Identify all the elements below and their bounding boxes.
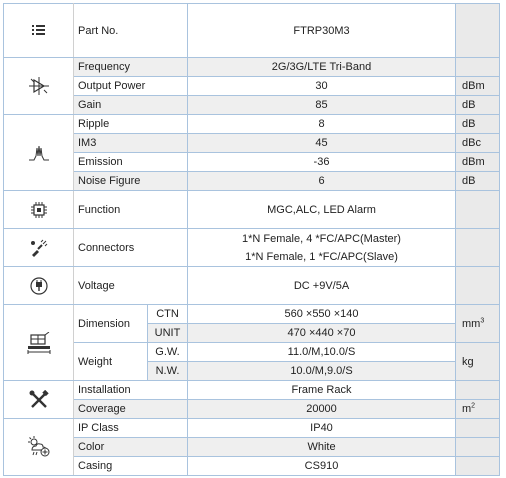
param-value: IP40 (188, 419, 456, 438)
param-value: DC +9V/5A (188, 267, 456, 305)
row-casing (4, 457, 500, 476)
param-label: Gain (74, 96, 188, 115)
row-noise-figure (4, 172, 500, 191)
param-label: IM3 (74, 134, 188, 153)
tools-icon (29, 390, 49, 410)
sub-label-gw: G.W. (148, 343, 188, 362)
param-value: 8 (188, 115, 456, 134)
param-label: IP Class (74, 419, 188, 438)
param-label: Emission (74, 153, 188, 172)
param-value: 11.0/M,10.0/S (188, 343, 456, 362)
sub-label-ctn: CTN (148, 305, 188, 324)
icon-cell (4, 229, 74, 267)
param-value: 2G/3G/LTE Tri-Band (188, 58, 456, 77)
param-unit (456, 419, 500, 438)
param-unit: kg (456, 343, 500, 381)
row-weight-gw (4, 343, 500, 362)
param-value: 85 (188, 96, 456, 115)
param-value (188, 229, 456, 267)
row-ip-class (4, 419, 500, 438)
param-unit: dBm (456, 77, 500, 96)
row-im3 (4, 134, 500, 153)
param-unit (456, 438, 500, 457)
param-unit: dBc (456, 134, 500, 153)
row-installation (4, 381, 500, 400)
param-value: 470 ×440 ×70 (188, 324, 456, 343)
param-value: 10.0/M,9.0/S (188, 362, 456, 381)
param-unit (456, 229, 500, 267)
power-plug-icon (30, 277, 48, 295)
icon-cell (4, 305, 74, 381)
param-label: Weight (74, 343, 148, 381)
param-label: Connectors (74, 229, 188, 267)
row-frequency (4, 58, 500, 77)
row-voltage (4, 267, 500, 305)
row-connectors (4, 229, 500, 267)
spec-table (3, 3, 500, 476)
param-label: Function (74, 191, 188, 229)
param-value: MGC,ALC, LED Alarm (188, 191, 456, 229)
row-color (4, 438, 500, 457)
param-value: FTRP30M3 (188, 4, 456, 58)
icon-cell (4, 191, 74, 229)
row-part-no (4, 4, 500, 58)
param-value: CS910 (188, 457, 456, 476)
sub-label-unit: UNIT (148, 324, 188, 343)
param-label: Dimension (74, 305, 148, 343)
row-emission (4, 153, 500, 172)
icon-cell (4, 419, 74, 476)
list-icon (32, 24, 46, 38)
param-unit: dB (456, 115, 500, 134)
row-gain (4, 96, 500, 115)
param-value: 30 (188, 77, 456, 96)
sub-label-nw: N.W. (148, 362, 188, 381)
icon-cell (4, 115, 74, 191)
amplifier-icon (28, 75, 50, 97)
weather-icon (27, 436, 51, 458)
param-label: Noise Figure (74, 172, 188, 191)
param-unit: dB (456, 172, 500, 191)
param-unit (456, 58, 500, 77)
icon-cell (4, 267, 74, 305)
param-value: -36 (188, 153, 456, 172)
param-value: 20000 (188, 400, 456, 419)
row-output-power (4, 77, 500, 96)
param-unit (456, 457, 500, 476)
param-value: 6 (188, 172, 456, 191)
param-unit (456, 191, 500, 229)
param-unit (456, 4, 500, 58)
param-unit (456, 381, 500, 400)
param-value: White (188, 438, 456, 457)
param-label: Frequency (74, 58, 188, 77)
param-unit: dBm (456, 153, 500, 172)
param-value: 45 (188, 134, 456, 153)
icon-cell (4, 4, 74, 58)
row-function (4, 191, 500, 229)
param-unit: dB (456, 96, 500, 115)
param-label: Color (74, 438, 188, 457)
row-ripple (4, 115, 500, 134)
icon-cell (4, 381, 74, 419)
chip-icon (31, 202, 47, 218)
connector-slave: 1*N Female, 1 *FC/APC(Slave) (245, 250, 398, 263)
icon-cell (4, 58, 74, 115)
connector-icon (29, 238, 49, 258)
connector-master: 1*N Female, 4 *FC/APC(Master) (242, 232, 401, 245)
param-label: Installation (74, 381, 188, 400)
param-unit: $mm^3$ (456, 305, 500, 343)
param-label: Voltage (74, 267, 188, 305)
param-unit (456, 267, 500, 305)
waveform-icon (28, 144, 50, 162)
param-label: Coverage (74, 400, 188, 419)
param-value: 560 ×550 ×140 (188, 305, 456, 324)
package-icon (27, 332, 51, 354)
row-coverage (4, 400, 500, 419)
param-value: Frame Rack (188, 381, 456, 400)
row-dimension-ctn (4, 305, 500, 324)
param-unit: $m^2$ (456, 400, 500, 419)
param-label: Casing (74, 457, 188, 476)
param-label: Ripple (74, 115, 188, 134)
param-label: Part No. (74, 4, 188, 58)
param-label: Output Power (74, 77, 188, 96)
